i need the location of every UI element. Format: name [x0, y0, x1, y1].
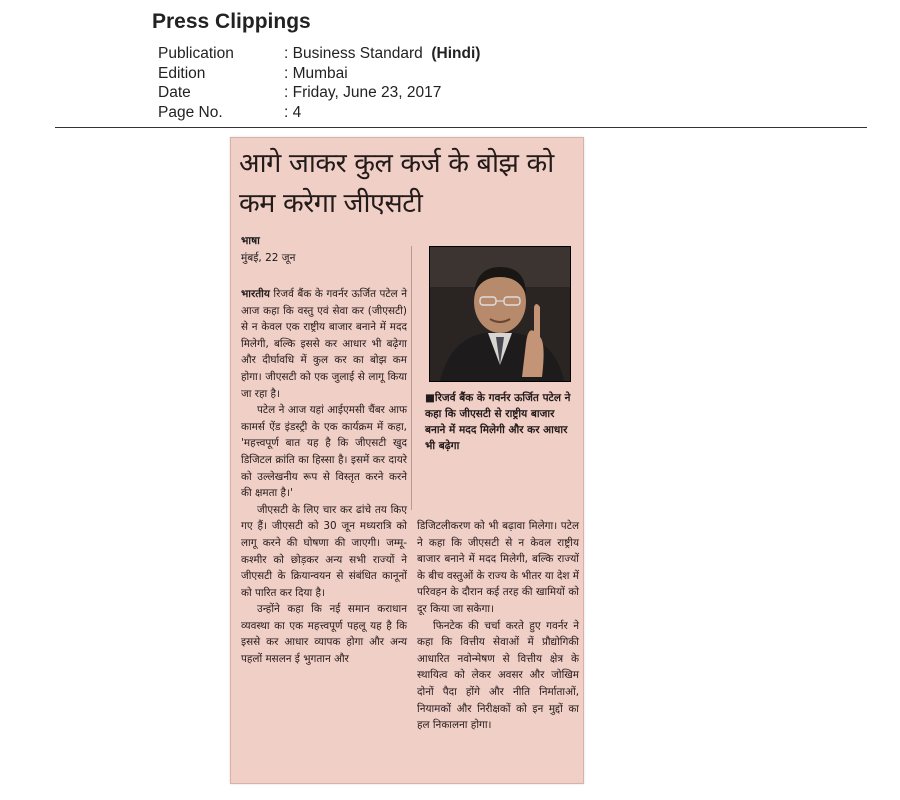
- meta-value: : Friday, June 23, 2017: [284, 84, 442, 101]
- paragraph-text: रिजर्व बैंक के गवर्नर ऊर्जित पटेल ने आज कहा कि वस्तु एवं सेवा कर (जीएसटी) से न केवल एक राष्ट्रीय बाजार बनाने में मदद मिलेगी, बल्कि इससे कर आधार भी बढ़ेगा और दीर्घावधि में कुल कर का बोझ कम होगा। जीएसटी को एक जुलाई से लागू किया जा रहा है।: [241, 288, 407, 400]
- meta-date: [158, 83, 480, 103]
- publication-language: (Hindi): [431, 45, 481, 62]
- meta-page: [158, 103, 480, 123]
- page-title: Press Clippings: [152, 10, 311, 33]
- article-paragraph: जीएसटी के लिए चार कर ढांचे तय किए गए हैं। जीएसटी को 30 जून मध्यरात्रि को लागू करने की घोषणा की जाएगी। जम्मू-कश्मीर को छोड़कर अन्य सभी राज्यों ने जीएसटी के क्रियान्वयन से संबंधित कानूनों को पारित कर दिया है।: [241, 503, 407, 599]
- article-column-2: [417, 518, 579, 734]
- article-byline: [241, 233, 295, 267]
- article-paragraph: पटेल ने आज यहां आईएमसी चैंबर आफ कामर्स ऐंड इंडस्ट्री के एक कार्यक्रम में कहा, 'महत्त्वपूर्ण बात यह है कि जीएसटी खुद डिजिटल क्रांति का हिस्सा है। इसमें कर दायरे को उल्लेखनीय रूप से विस्तृत करने करने की क्षमता है।': [241, 404, 407, 500]
- article-column-1: [241, 286, 407, 668]
- meta-value: [284, 44, 480, 64]
- photo-caption: ■रिजर्व बैंक के गवर्नर ऊर्जित पटेल ने कहा कि जीएसटी से राष्ट्रीय बाजार बनाने में मदद मिलेगी और कर आधार भी बढ़ेगा: [425, 392, 571, 452]
- meta-value: : 4: [284, 103, 302, 121]
- article-paragraph: [241, 286, 407, 402]
- meta-edition: [158, 64, 480, 84]
- column-divider: [411, 246, 412, 510]
- clipping-meta: [158, 44, 480, 122]
- meta-label: Publication: [158, 45, 234, 62]
- publication-name: : Business Standard: [284, 45, 423, 62]
- article-paragraph: फिनटेक की चर्चा करते हुए गवर्नर ने कहा कि वित्तीय सेवाओं में प्रौद्योगिकी आधारित नवोन्मेषण से वित्तीय क्षेत्र के स्थायित्व को लेकर अवसर और जोखिम दोनों पैदा होंगे और नीति निर्माताओं, नियामकों और निरीक्षकों को इन मुद्दों का हल निकालना होगा।: [417, 619, 579, 732]
- portrait-image: [430, 247, 570, 381]
- article-paragraph: उन्होंने कहा कि नई समान कराधान व्यवस्था का एक महत्त्वपूर्ण पहलू यह है कि इससे कर आधार व्यापक होगा और अन्य पहलों मसलन ई भुगतान और: [241, 603, 407, 666]
- lead-word: भारतीय: [241, 288, 270, 300]
- article-source: भाषा: [241, 235, 260, 247]
- newspaper-clipping: [230, 137, 584, 784]
- meta-label: Edition: [158, 64, 206, 82]
- article-headline: आगे जाकर कुल कर्ज के बोझ को कम करेगा जीएसटी: [239, 148, 554, 219]
- meta-value: : Mumbai: [284, 64, 348, 82]
- meta-label: Page No.: [158, 103, 223, 121]
- article-dateline: मुंबई, 22 जून: [241, 252, 296, 264]
- governor-photo: [429, 246, 571, 382]
- header-divider: [55, 127, 867, 128]
- article-paragraph: डिजिटलीकरण को भी बढ़ावा मिलेगा। पटेल ने कहा कि जीएसटी से न केवल राष्ट्रीय बाजार बनाने में मदद मिलेगी, बल्कि राज्यों के बीच वस्तुओं के राज्य के भीतर या देश में परिवहन के दौरान कई तरह की खामियों को दूर किया जा सकेगा।: [417, 520, 579, 615]
- meta-label: Date: [158, 84, 191, 101]
- meta-publication: [158, 44, 480, 64]
